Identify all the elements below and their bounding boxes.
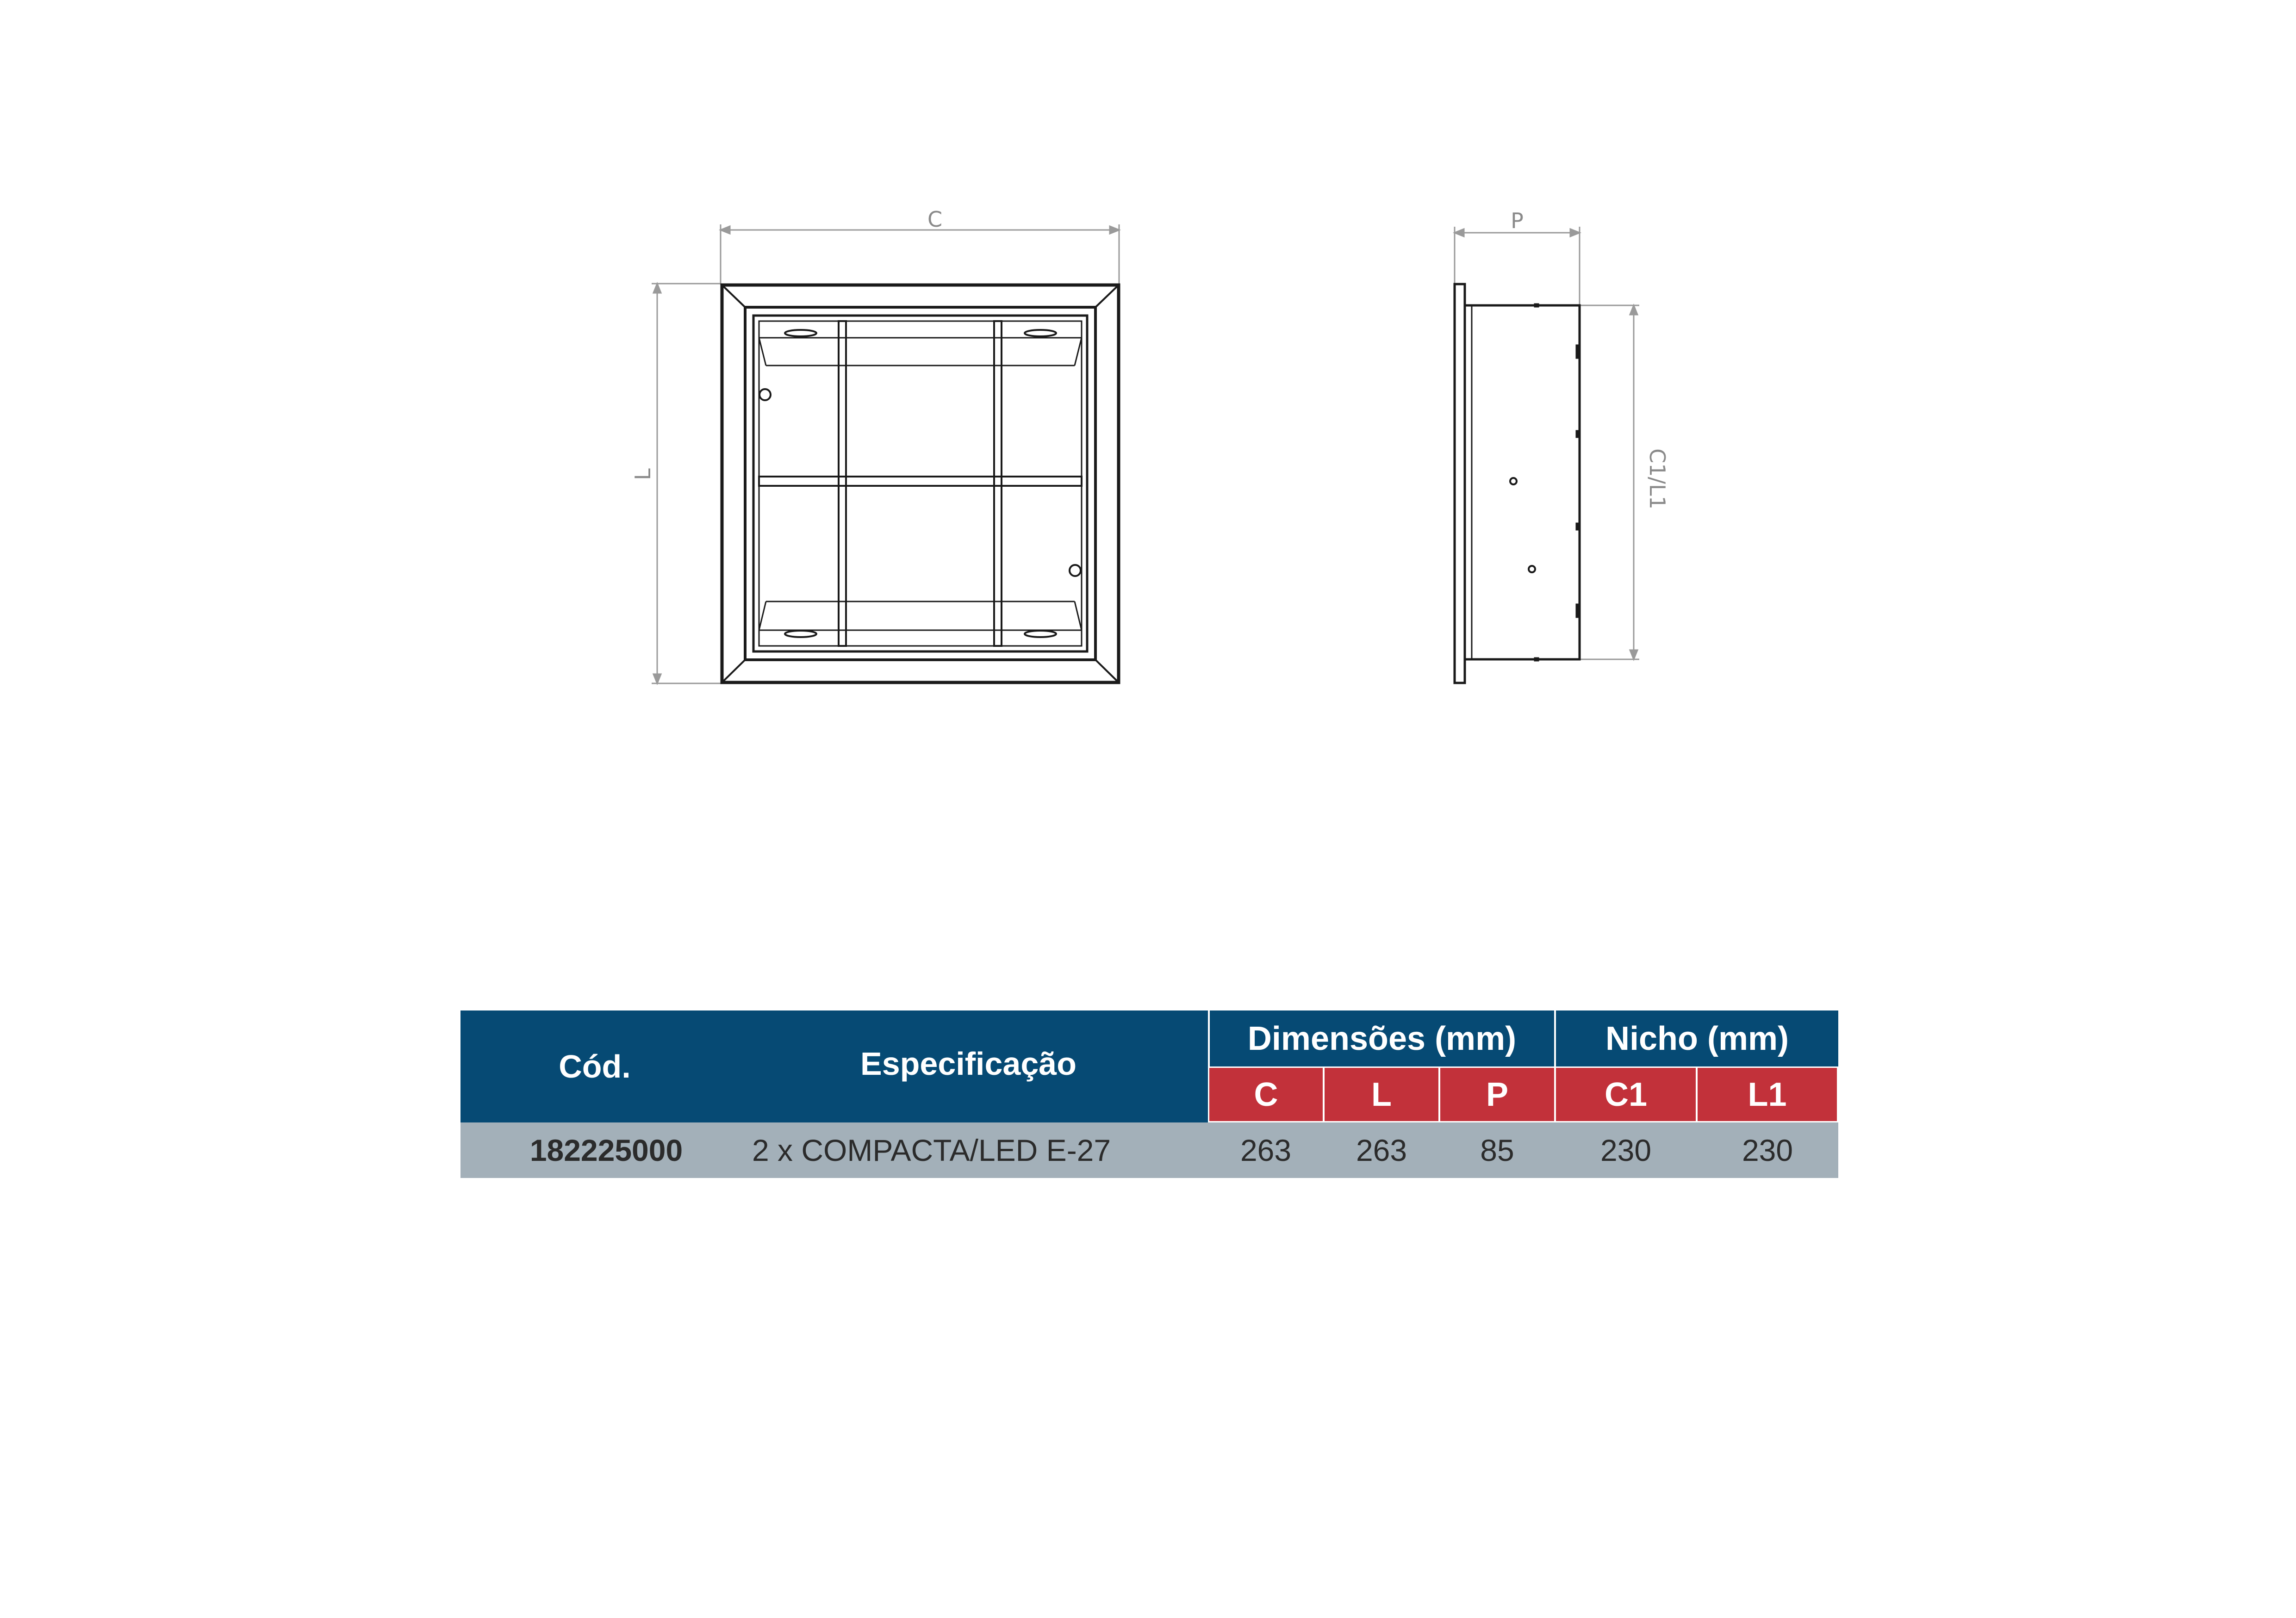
header-niche: Nicho (mm) [1555,1010,1838,1066]
front-view [630,207,1119,683]
dimension-l [652,284,721,683]
row-p: 85 [1439,1122,1555,1178]
sub-header-c1: C1 [1555,1066,1697,1122]
sub-header-c: C [1208,1066,1324,1122]
dimension-c1-l1 [1580,305,1639,659]
row-c: 263 [1208,1122,1324,1178]
row-code: 182225000 [460,1122,752,1178]
fixture-side-profile [1455,284,1580,683]
header-dimensions: Dimensões (mm) [1208,1010,1555,1066]
sub-header-l: L [1324,1066,1439,1122]
sub-header-p: P [1439,1066,1555,1122]
dimension-c-label: C [927,207,943,232]
dimension-c [721,224,1119,285]
row-spec: 2 x COMPACTA/LED E-27 [752,1122,1208,1178]
dimension-c1-l1-label: C1/L1 [1645,448,1670,509]
side-view [1455,208,1670,683]
sub-header-l1: L1 [1697,1066,1838,1122]
dimension-p-label: P [1511,208,1524,233]
row-l1: 230 [1697,1122,1838,1178]
header-code: Cód. [460,1010,729,1122]
header-spec: Especificação [729,1010,1208,1122]
fixture-frame [722,285,1119,682]
row-c1: 230 [1555,1122,1697,1178]
row-l: 263 [1324,1122,1439,1178]
specification-table [460,1010,1838,1178]
dimension-p [1455,227,1580,305]
dimension-l-label: L [630,468,655,480]
